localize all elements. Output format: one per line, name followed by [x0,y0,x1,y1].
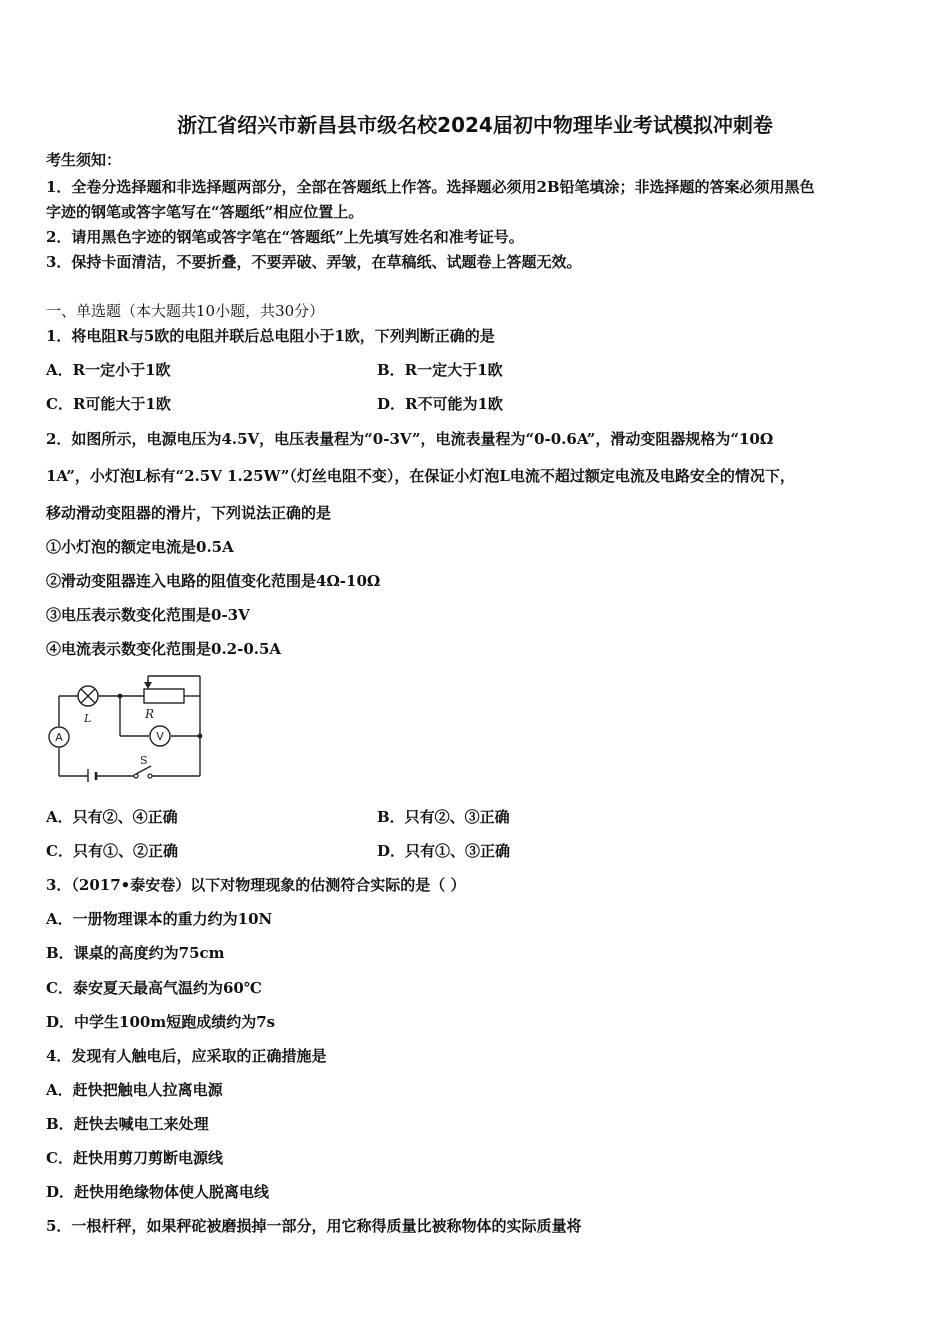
q2-stem-line2: 1A”，小灯泡L标有“2.5V 1.25W”（灯丝电阻不变），在保证小灯泡L电流不超过额定电流及电路安全的情况下， [46,467,795,485]
q5-stem: 5．一根杆秤，如果秤砣被磨损掉一部分，用它称得质量比被称物体的实际质量将 [46,1217,582,1235]
ammeter-label: A [55,731,63,744]
notice-item: 1．全卷分选择题和非选择题两部分，全部在答题纸上作答。选择题必须用2B铅笔填涂；非选择题的答案必须用黑色 [46,178,815,196]
q1-option-c: C．R可能大于1欧 [46,395,171,413]
notice-item: 2．请用黑色字迹的钢笔或答字笔在“答题纸”上先填写姓名和准考证号。 [46,228,524,246]
voltmeter-label: V [156,730,164,743]
q4-option-d: D．赶快用绝缘物体使人脱离电线 [46,1183,270,1201]
q3-stem: 3．（2017•泰安卷）以下对物理现象的估测符合实际的是（ ） [46,876,466,894]
page-title: 浙江省绍兴市新昌县市级名校2024届初中物理毕业考试模拟冲刺卷 [177,113,773,137]
q1-option-b: B．R一定大于1欧 [377,361,503,379]
q3-option-c: C．泰安夏天最高气温约为60℃ [46,979,262,997]
q2-stem-line3: 移动滑动变阻器的滑片，下列说法正确的是 [46,504,332,522]
q2-statement-3: ③电压表示数变化范围是0-3V [46,606,250,624]
q2-stem-line1: 2．如图所示，电源电压为4.5V，电压表量程为“0-3V”，电流表量程为“0-0.6A”，滑动变阻器规格为“10Ω [46,430,774,448]
resistor-label: R [145,707,155,721]
q4-stem: 4．发现有人触电后，应采取的正确措施是 [46,1047,327,1065]
q3-option-a: A．一册物理课本的重力约为10N [46,910,273,928]
rheostat-symbol [144,680,184,703]
q2-statement-2: ②滑动变阻器连入电路的阻值变化范围是4Ω-10Ω [46,572,381,590]
q2-option-b: B．只有②、③正确 [377,808,510,826]
notice-item: 字迹的钢笔或答字笔写在“答题纸”相应位置上。 [46,203,364,221]
lamp-label: L [84,712,92,725]
q2-statement-1: ①小灯泡的额定电流是0.5A [46,538,234,556]
q3-option-d: D．中学生100m短跑成绩约为7s [46,1013,276,1031]
q2-option-c: C．只有①、②正确 [46,842,178,860]
q2-option-a: A．只有②、④正确 [46,808,178,826]
q1-stem: 1．将电阻R与5欧的电阻并联后总电阻小于1欧，下列判断正确的是 [46,327,495,345]
q4-option-b: B．赶快去喊电工来处理 [46,1115,209,1133]
switch-label: S [140,754,148,767]
q4-option-c: C．赶快用剪刀剪断电源线 [46,1149,223,1167]
section-heading: 一、单选题（本大题共10小题，共30分） [46,302,325,320]
switch-symbol [134,766,152,778]
q2-option-d: D．只有①、③正确 [377,842,511,860]
notice-item: 3．保持卡面清洁，不要折叠，不要弄破、弄皱，在草稿纸、试题卷上答题无效。 [46,253,582,271]
battery-symbol [88,769,96,782]
notice-heading: 考生须知： [46,151,122,169]
circuit-diagram [44,670,208,782]
q3-option-b: B．课桌的高度约为75cm [46,944,225,962]
lamp-symbol [78,686,98,706]
q4-option-a: A．赶快把触电人拉离电源 [46,1081,223,1099]
q1-option-a: A．R一定小于1欧 [46,361,171,379]
q1-option-d: D．R不可能为1欧 [377,395,503,413]
q2-statement-4: ④电流表示数变化范围是0.2-0.5A [46,640,282,658]
